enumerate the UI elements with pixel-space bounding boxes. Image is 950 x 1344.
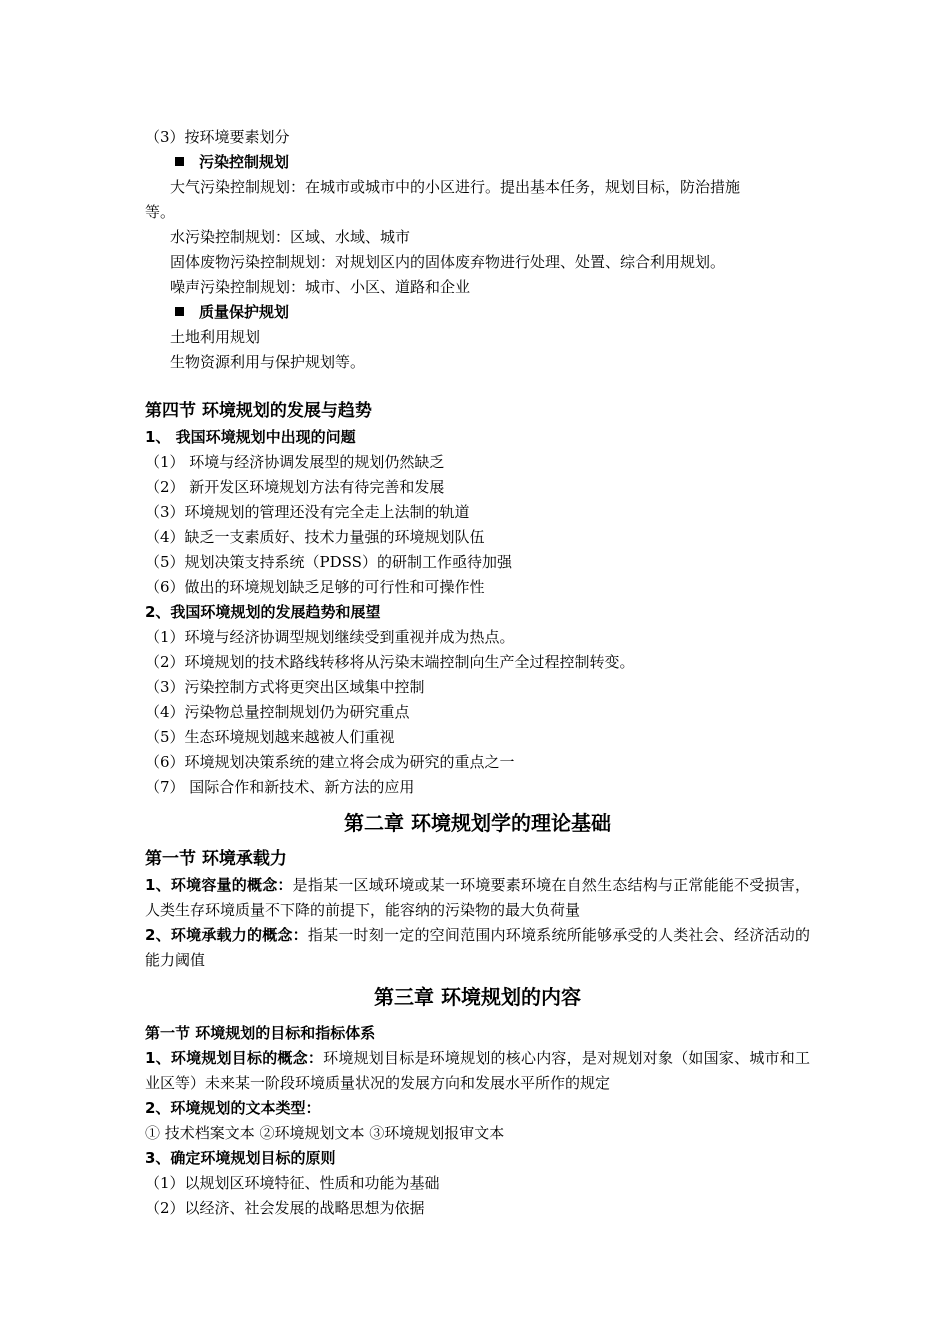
list-item: （1）环境与经济协调型规划继续受到重视并成为热点。 <box>145 628 515 646</box>
subsection-heading: 1、 我国环境规划中出现的问题 <box>145 428 356 446</box>
square-bullet-icon <box>175 157 184 166</box>
term-definition: 指某一时刻一定的空间范围内环境系统所能够承受的人类社会、经济活动的能力阈值 <box>145 926 810 969</box>
list-item: （1） 环境与经济协调发展型的规划仍然缺乏 <box>145 453 445 471</box>
term-label: 1、环境容量的概念： <box>145 876 293 894</box>
subsection-heading: 3、确定环境规划目标的原则 <box>145 1149 336 1167</box>
bullet-heading: 质量保护规划 <box>175 300 840 325</box>
list-item: （3）环境规划的管理还没有完全走上法制的轨道 <box>145 503 470 521</box>
text-line: 等。 <box>145 203 176 221</box>
text-line: 噪声污染控制规划：城市、小区、道路和企业 <box>170 278 471 296</box>
term-definition: 是指某一区域环境或某一环境要素环境在自然生态结构与正常能能不受损害，人类生存环境质量不下降的前提下，能容纳的污染物的最大负荷量 <box>145 876 810 919</box>
list-item: （6）环境规划决策系统的建立将会成为研究的重点之一 <box>145 753 515 771</box>
chapter-title: 第三章 环境规划的内容 <box>374 985 581 1009</box>
bullet-heading: 污染控制规划 <box>175 150 840 175</box>
term-label: 1、环境规划目标的概念： <box>145 1049 324 1067</box>
list-item: （5）生态环境规划越来越被人们重视 <box>145 728 395 746</box>
square-bullet-icon <box>175 307 184 316</box>
list-item: （4）污染物总量控制规划仍为研究重点 <box>145 703 410 721</box>
term-label: 2、环境承载力的概念： <box>145 926 308 944</box>
list-item: （4）缺乏一支素质好、技术力量强的环境规划队伍 <box>145 528 485 546</box>
paragraph <box>145 873 810 923</box>
text-line: 大气污染控制规划：在城市或城市中的小区进行。提出基本任务，规划目标，防治措施 <box>170 178 741 196</box>
paragraph <box>145 923 810 973</box>
section-heading: 第四节 环境规划的发展与趋势 <box>145 401 372 421</box>
term-definition: 环境规划目标是环境规划的核心内容，是对规划对象（如国家、城市和工业区等）未来某一阶段环境质量状况的发展方向和发展水平所作的规定 <box>145 1049 810 1092</box>
subsection-heading: 2、我国环境规划的发展趋势和展望 <box>145 603 381 621</box>
text-line: 土地利用规划 <box>170 328 261 346</box>
list-item: （5）规划决策支持系统（PDSS）的研制工作亟待加强 <box>145 553 512 571</box>
text-line: 生物资源利用与保护规划等。 <box>170 353 366 371</box>
text-line: （3）按环境要素划分 <box>145 128 290 146</box>
text-line: ① 技术档案文本 ②环境规划文本 ③环境规划报审文本 <box>145 1124 505 1142</box>
chapter-title: 第二章 环境规划学的理论基础 <box>344 811 611 835</box>
paragraph <box>145 1046 810 1096</box>
list-item: （2）环境规划的技术路线转移将从污染末端控制向生产全过程控制转变。 <box>145 653 635 671</box>
text-line: 水污染控制规划：区域、水域、城市 <box>170 228 411 246</box>
list-item: （2）以经济、社会发展的战略思想为依据 <box>145 1199 425 1217</box>
section-heading: 第一节 环境承载力 <box>145 849 287 869</box>
list-item: （1）以规划区环境特征、性质和功能为基础 <box>145 1174 440 1192</box>
list-item: （2） 新开发区环境规划方法有待完善和发展 <box>145 478 445 496</box>
list-item: （6）做出的环境规划缺乏足够的可行性和可操作性 <box>145 578 485 596</box>
list-item: （3）污染控制方式将更突出区域集中控制 <box>145 678 425 696</box>
subsection-heading: 2、环境规划的文本类型： <box>145 1099 321 1117</box>
text-line: 固体废物污染控制规划：对规划区内的固体废弃物进行处理、处置、综合利用规划。 <box>170 253 726 271</box>
section-heading: 第一节 环境规划的目标和指标体系 <box>145 1024 376 1042</box>
list-item: （7） 国际合作和新技术、新方法的应用 <box>145 778 415 796</box>
